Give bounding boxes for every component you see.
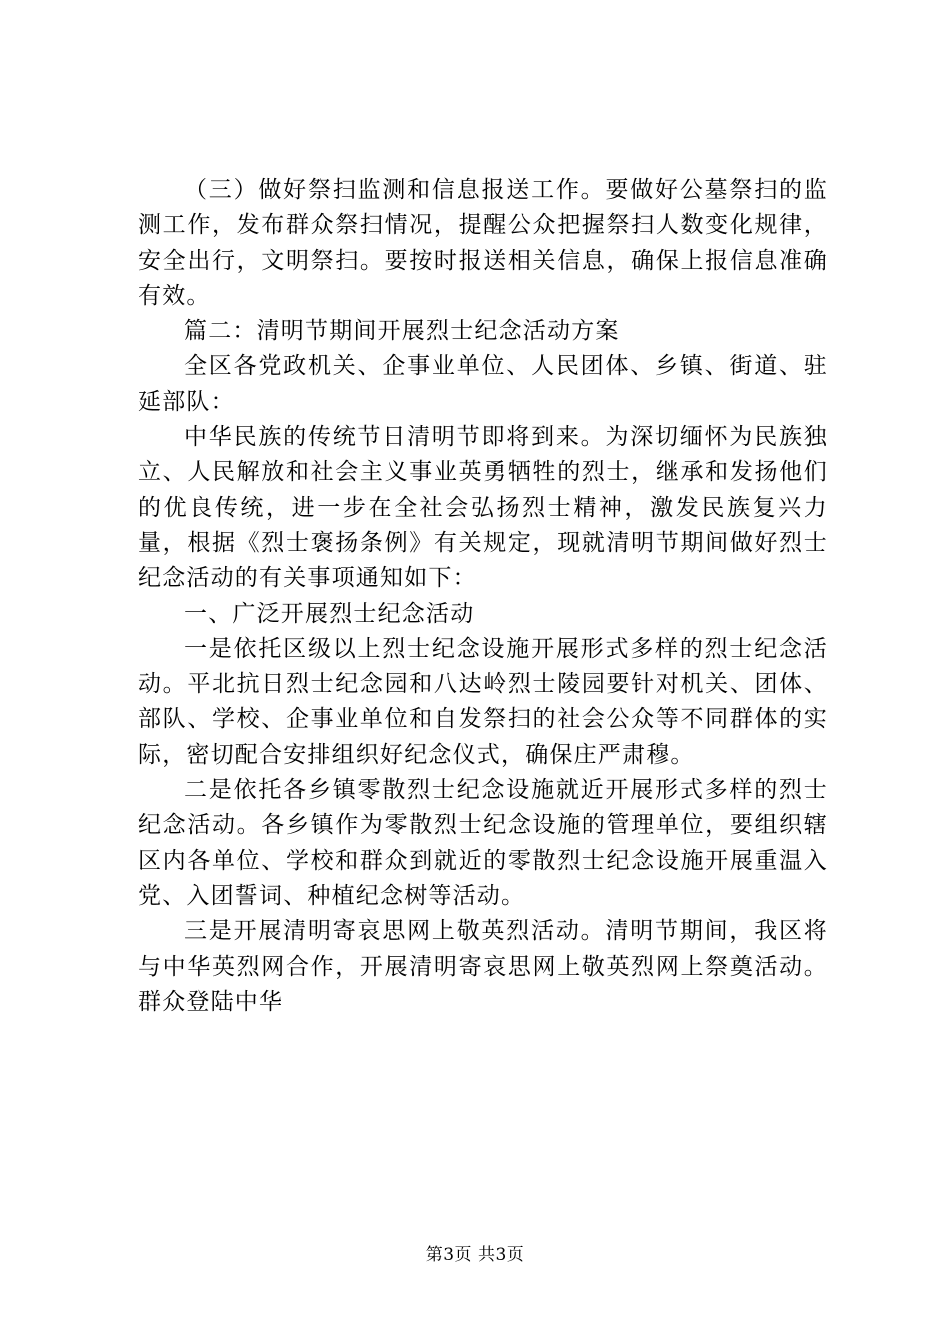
paragraph-item-one: 一是依托区级以上烈士纪念设施开展形式多样的烈士纪念活动。平北抗日烈士纪念园和八达岭烈士陵园要针对机关、团体、部队、学校、企事业单位和自发祭扫的社会公众等不同群体的实际，密切配合安排组织好纪念仪式，确保庄严肃穆。 xyxy=(138,635,828,768)
paragraph-introduction: 中华民族的传统节日清明节即将到来。为深切缅怀为民族独立、人民解放和社会主义事业英勇牺牲的烈士，继承和发扬他们的优良传统，进一步在全社会弘扬烈士精神，激发民族复兴力量，根据《烈士褒扬条例》有关规定，现就清明节期间做好烈士纪念活动的有关事项通知如下： xyxy=(138,424,828,592)
paragraph-item-three: 三是开展清明寄哀思网上敬英烈活动。清明节期间，我区将与中华英烈网合作，开展清明寄哀思网上敬英烈网上祭奠活动。群众登陆中华 xyxy=(138,918,828,1015)
paragraph-monitoring: （三）做好祭扫监测和信息报送工作。要做好公墓祭扫的监测工作，发布群众祭扫情况，提醒公众把握祭扫人数变化规律，安全出行，文明祭扫。要按时报送相关信息，确保上报信息准确有效。 xyxy=(138,177,828,309)
document-body xyxy=(138,173,828,1020)
section-heading-part-two: 篇二：清明节期间开展烈士纪念活动方案 xyxy=(184,318,620,345)
page-number-footer: 第3页 共3页 xyxy=(425,1245,525,1265)
paragraph-item-two: 二是依托各乡镇零散烈士纪念设施就近开展形式多样的烈士纪念活动。各乡镇作为零散烈士纪念设施的管理单位，要组织辖区内各单位、学校和群众到就近的零散烈士纪念设施开展重温入党、入团誓词、种植纪念树等活动。 xyxy=(138,777,828,909)
section-heading-activities: 一、广泛开展烈士纪念活动 xyxy=(184,600,475,627)
paragraph-addressees: 全区各党政机关、企事业单位、人民团体、乡镇、街道、驻延部队： xyxy=(138,353,828,415)
